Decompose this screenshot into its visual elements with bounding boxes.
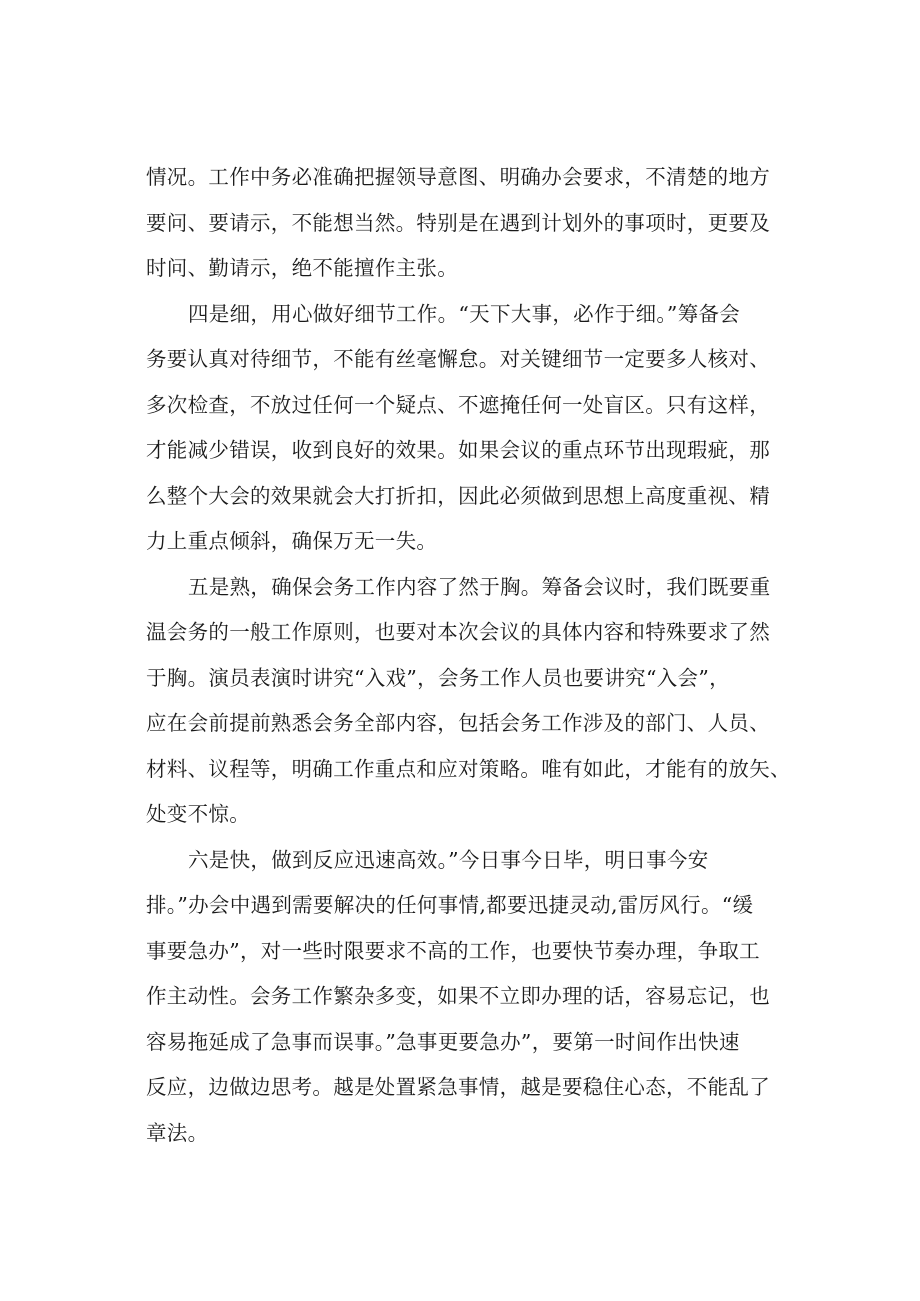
paragraph-start-line: 六是快，做到反应迅速高效。”今日事今日毕，明日事今安 — [188, 847, 709, 872]
text-line: 才能减少错误，收到良好的效果。如果会议的重点环节出现瑕疵，那 — [146, 438, 770, 462]
text-line: 作主动性。会务工作繁杂多变，如果不立即办理的话，容易忘记，也 — [146, 984, 770, 1008]
text-line: 排。”办会中遇到需要解决的任何事情,都要迅捷灵动,雷厉风行。“缓 — [146, 893, 754, 917]
text-line: 么整个大会的效果就会大打折扣，因此必须做到思想上高度重视、精 — [146, 483, 770, 508]
text-line: 反应，边做边思考。越是处置紧急事情，越是要稳住心态，不能乱了 — [146, 1075, 770, 1099]
text-line: 材料、议程等，明确工作重点和应对策略。唯有如此，才能有的放矢、 — [146, 756, 791, 781]
paragraph-start-line: 四是细，用心做好细节工作。“天下大事，必作于细。”筹备会 — [188, 301, 741, 326]
paragraph-start-line: 五是熟，确保会务工作内容了然于胸。筹备会议时，我们既要重 — [188, 574, 771, 599]
text-line: 力上重点倾斜，确保万无一失。 — [146, 529, 438, 553]
text-line: 要问、要请示，不能想当然。特别是在遇到计划外的事项时，更要及 — [146, 210, 770, 235]
text-line: 情况。工作中务必准确把握领导意图、明确办会要求，不清楚的地方 — [146, 165, 770, 189]
text-line: 温会务的一般工作原则，也要对本次会议的具体内容和特殊要求了然 — [146, 620, 770, 644]
text-line: 多次检查，不放过任何一个疑点、不遮掩任何一处盲区。只有这样， — [146, 392, 770, 417]
text-line: 章法。 — [146, 1120, 209, 1145]
text-line: 务要认真对待细节，不能有丝毫懈怠。对关键细节一定要多人核对、 — [146, 347, 770, 371]
body-text — [146, 155, 806, 1156]
text-line: 于胸。演员表演时讲究“入戏”，会务工作人员也要讲究“入会”， — [146, 665, 730, 690]
text-line: 处变不惊。 — [146, 802, 250, 826]
text-line: 应在会前提前熟悉会务全部内容，包括会务工作涉及的部门、人员、 — [146, 711, 770, 735]
text-line: 事要急办”，对一些时限要求不高的工作，也要快节奏办理，争取工 — [146, 938, 760, 963]
text-line: 容易拖延成了急事而误事。”急事更要急办”，要第一时间作出快速 — [146, 1029, 740, 1054]
text-line: 时问、勤请示，绝不能擅作主张。 — [146, 256, 458, 280]
